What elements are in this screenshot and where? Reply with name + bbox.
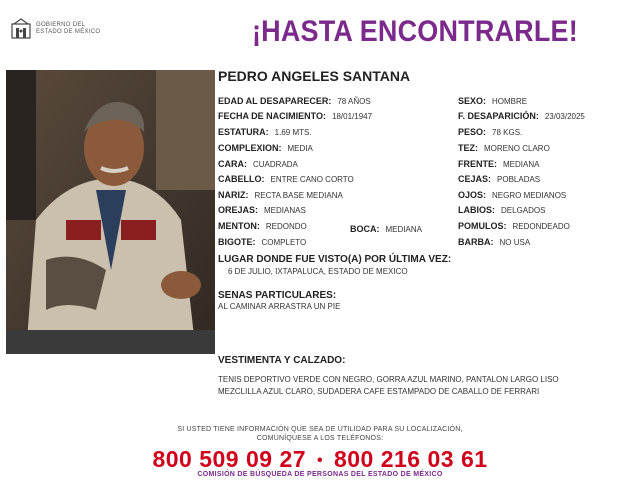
field-label: TEZ: [458,143,478,153]
field-value: COMPLETO [261,238,307,247]
field-barba [458,237,530,248]
field-label: EDAD AL DESAPARECER: [218,96,332,106]
last-seen-title: LUGAR DONDE FUE VISTO(A) POR ÚLTIMA VEZ: [218,254,452,265]
field-label: LABIOS: [458,205,495,215]
government-name [36,22,100,36]
gov-line-1: GOBIERNO DEL [36,22,86,28]
field-value: 78 AÑOS [337,97,371,106]
field-cejas [458,174,540,185]
field-estatura [218,127,312,138]
person-photo [6,70,215,354]
field-pomulos [458,221,570,232]
field-label: NARIZ: [218,190,249,200]
field-value: 18/01/1947 [332,112,373,121]
field-menton [218,221,307,232]
field-value: REDONDO [265,222,307,231]
field-value: REDONDEADO [512,222,570,231]
field-label: PESO: [458,127,487,137]
field-tez [458,143,550,154]
field-value: MEDIA [287,144,313,153]
field-value: 1.69 MTS. [274,128,312,137]
field-label: OJOS: [458,190,487,200]
gov-line-2: ESTADO DE MÉXICO [36,29,101,35]
field-value: 78 KGS. [492,128,523,137]
commission-name: COMISIÓN DE BÚSQUEDA DE PERSONAS DEL ESTADO DE MÉXICO [197,471,443,478]
person-name: PEDRO ANGELES SANTANA [218,68,411,84]
field-value: MEDIANAS [264,206,306,215]
field-label: OREJAS: [218,205,259,215]
field-value: RECTA BASE MEDIANA [254,191,343,200]
last-seen-value: 6 DE JULIO, IXTAPALUCA, ESTADO DE MEXICO [228,267,408,276]
field-cabello [218,174,354,185]
field-complexion [218,143,313,154]
phone-numbers [0,446,640,473]
contact-notice-1: SI USTED TIENE INFORMACIÓN QUE SEA DE UTILIDAD PARA SU LOCALIZACIÓN, [177,426,463,433]
field-value: HOMBRE [492,97,528,106]
field-fecha-nacimiento [218,111,372,122]
particular-signs-title: SENAS PARTICULARES: [218,290,337,301]
field-fecha-desaparicion [458,111,585,122]
field-value: NO USA [499,238,531,247]
phone-1[interactable]: 800 509 09 27 [152,446,307,472]
field-label: FRENTE: [458,159,497,169]
field-nariz [218,190,343,201]
field-label: SEXO: [458,96,487,106]
field-label: CEJAS: [458,174,492,184]
field-label: BOCA: [350,224,380,234]
field-ojos [458,190,566,201]
field-orejas [218,205,306,216]
field-label: F. DESAPARICIÓN: [458,111,539,121]
phone-separator: • [316,451,324,469]
state-seal-icon [10,18,32,40]
phone-2[interactable]: 800 216 03 61 [333,446,488,472]
contact-notice-2: COMUNÍQUESE A LOS TELÉFONOS: [256,435,384,442]
government-logo [10,18,100,40]
field-label: COMPLEXION: [218,143,282,153]
field-label: BARBA: [458,237,494,247]
field-label: CARA: [218,159,247,169]
field-value: MEDIANA [503,160,540,169]
field-value: CUADRADA [253,160,298,169]
clothing-title: VESTIMENTA Y CALZADO: [218,355,346,366]
field-label: MENTON: [218,221,260,231]
field-label: BIGOTE: [218,237,256,247]
field-sexo [458,96,527,107]
field-cara [218,159,298,170]
field-value: NEGRO MEDIANOS [492,191,567,200]
field-edad [218,96,371,107]
field-value: MORENO CLARO [484,144,550,153]
clothing-line-1: TENIS DEPORTIVO VERDE CON NEGRO, GORRA AZUL MARINO, PANTALON LARGO LISO [218,375,559,384]
field-frente [458,159,539,170]
field-value: MEDIANA [385,225,422,234]
field-label: CABELLO: [218,174,265,184]
field-label: ESTATURA: [218,127,269,137]
headline: ¡HASTA ENCONTRARLE! [252,15,578,48]
field-value: POBLADAS [497,175,541,184]
clothing-line-2: MEZCLILLA AZUL CLARO, SUDADERA CAFE ESTAMPADO DE CABALLO DE FERRARI [218,387,540,396]
field-peso [458,127,522,138]
person-photo-illustration [6,70,215,354]
particular-signs-value: AL CAMINAR ARRASTRA UN PIE [218,302,341,311]
field-boca [350,224,422,235]
field-labios [458,205,545,216]
field-label: FECHA DE NACIMIENTO: [218,111,326,121]
field-label: POMULOS: [458,221,507,231]
field-value: 23/03/2025 [544,112,585,121]
field-value: ENTRE CANO CORTO [270,175,354,184]
field-bigote [218,237,306,248]
field-value: DELGADOS [501,206,546,215]
